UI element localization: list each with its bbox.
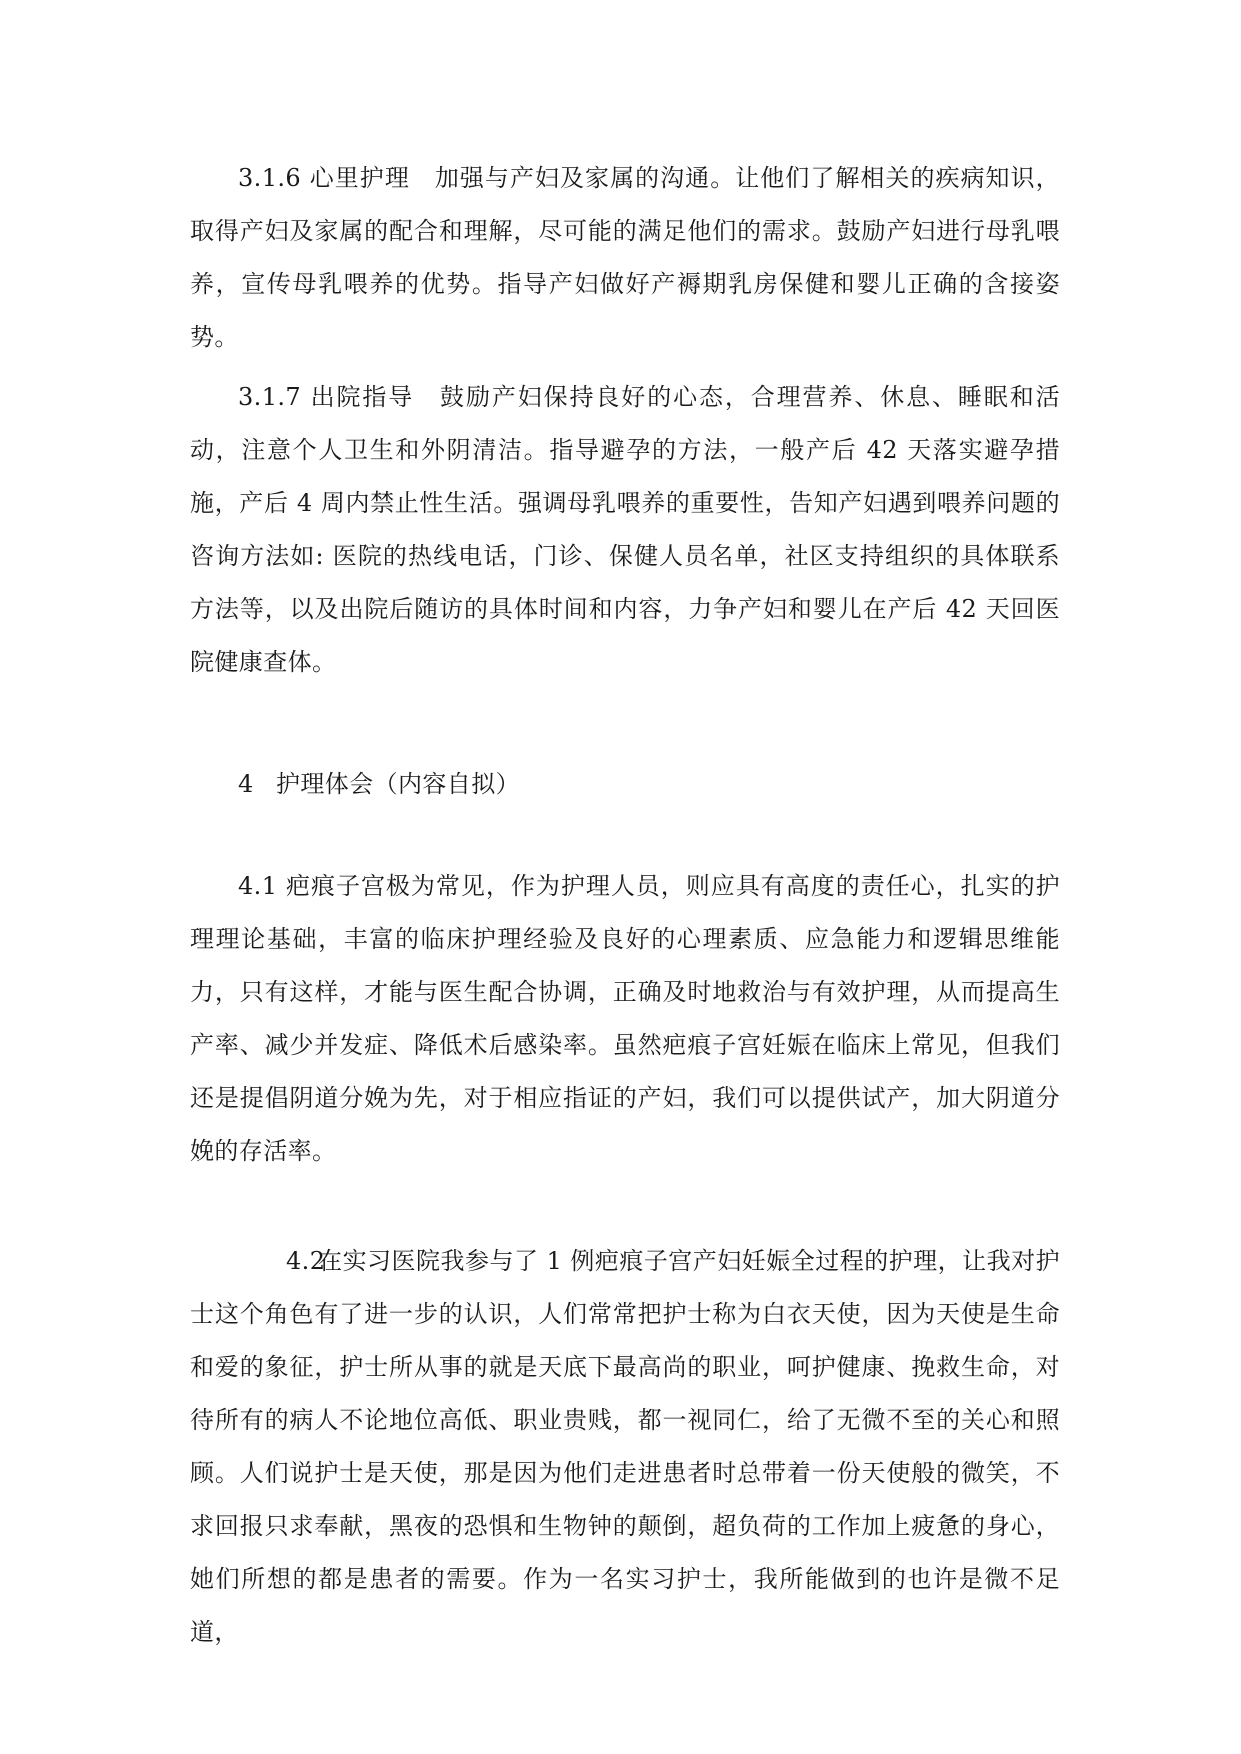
section-heading-number: 4 [238,770,254,798]
paragraph-discharge-psych-care: 3.1.6 心里护理 加强与产妇及家属的沟通。让他们了解相关的疾病知识，取得产妇及家属的配合和理解，尽可能的满足他们的需求。鼓励产妇进行母乳喂养，宣传母乳喂养的优势。指导产妇做好产褥期乳房保健和婴儿正确的含接姿势。 [190,164,1060,351]
paragraph-4-1: 4.1 疤痕子宫极为常见，作为护理人员，则应具有高度的责任心，扎实的护理理论基础，丰富的临床护理经验及良好的心理素质、应急能力和逻辑思维能力，只有这样，才能与医生配合协调，正确及时地救治与有效护理，从而提高生产率、减少并发症、降低术后感染率。虽然疤痕子宫妊娠在临床上常见，但我们还是提倡阴道分娩为先，对于相应指证的产妇，我们可以提供试产，加大阴道分娩的存活率。 [190,872,1060,1165]
section-heading-title: 护理体会（内容自拟） [276,770,520,798]
paragraph-4-2-number: 4.2 [286,1247,326,1275]
paragraph-4-2 [190,1235,1060,1659]
paragraph-4-2-text: 在实习医院我参与了 1 例疤痕子宫产妇妊娠全过程的护理，让我对护士这个角色有了进一步的认识，人们常常把护士称为白衣天使，因为天使是生命和爱的象征，护士所从事的就是天底下最高尚的职业，呵护健康、挽救生命，对待所有的病人不论地位高低、职业贵贱，都一视同仁，给了无微不至的关心和照顾。人们说护士是天使，那是因为他们走进患者时总带着一份天使般的微笑，不求回报只求奉献，黑夜的恐惧和生物钟的颠倒，超负荷的工作加上疲惫的身心，她们所想的都是患者的需要。作为一名实习护士，我所能做到的也许是微不足道， [190,1247,1060,1646]
section-heading [238,758,520,811]
paragraph-discharge-guidance: 3.1.7 出院指导 鼓励产妇保持良好的心态，合理营养、休息、睡眠和活动，注意个人卫生和外阴清洁。指导避孕的方法，一般产后 42 天落实避孕措施，产后 4 周内禁止性生活。强调母乳喂养的重要性，告知产妇遇到喂养问题的咨询方法如: 医院的热线电话，门诊、保健人员名单，社区支持组织的具体联系方法等，以及出院后随访的具体时间和内容，力争产妇和婴儿在产后 42 天回医院健康查体。 [190,383,1060,676]
